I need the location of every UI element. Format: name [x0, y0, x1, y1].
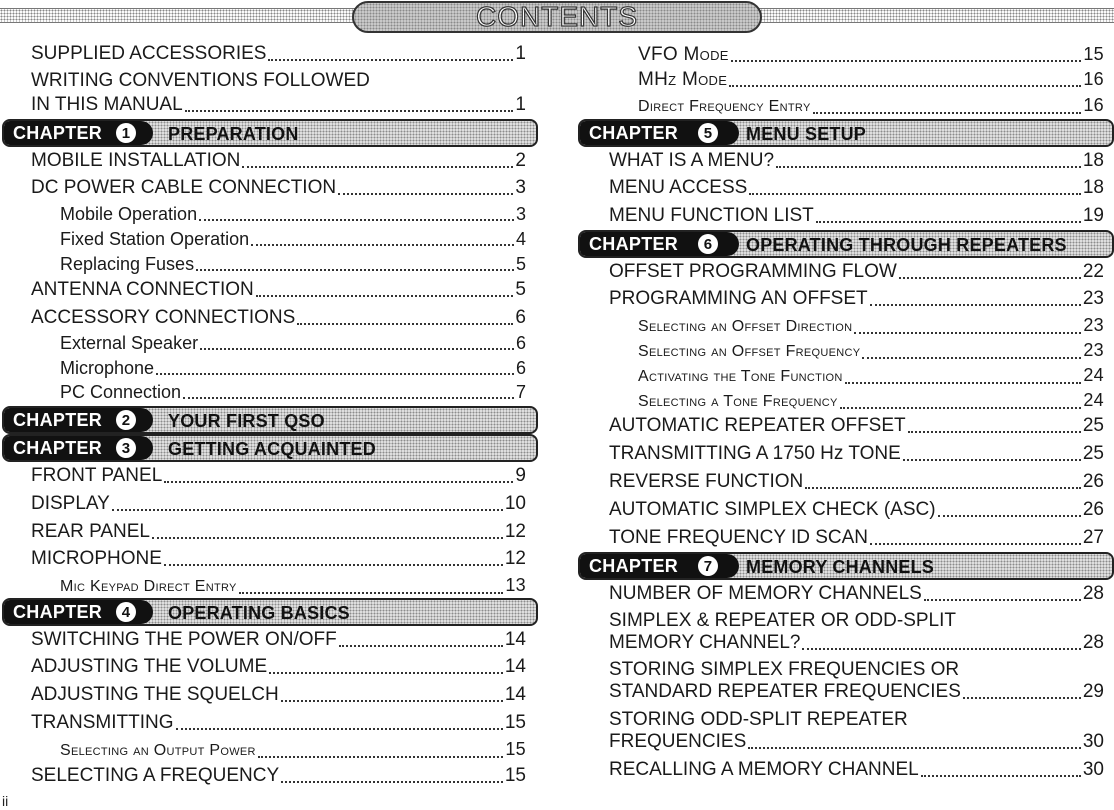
toc-entry-storing-simplex-line1[interactable]: STORING SIMPLEX FREQUENCIES OR [609, 659, 960, 680]
toc-entry-menu-access[interactable]: MENU ACCESS 18 [609, 177, 1104, 198]
toc-entry-transmitting-1750[interactable]: TRANSMITTING A 1750 Hz TONE 25 [609, 443, 1104, 464]
chapter-number-badge: 6 [698, 234, 718, 254]
chapter-1-banner[interactable] [2, 119, 538, 147]
chapter-title: MEMORY CHANNELS [746, 557, 935, 577]
header-rule-right [754, 8, 1114, 23]
toc-entry-external-speaker[interactable]: External Speaker 6 [60, 333, 526, 353]
contents-header [0, 0, 1114, 36]
toc-entry-simplex-repeater-line1[interactable]: SIMPLEX & REPEATER OR ODD-SPLIT [609, 610, 957, 631]
chapter-tag: CHAPTER 2 [4, 408, 153, 432]
page-number: ii [2, 793, 9, 809]
chapter-tag: CHAPTER 1 [4, 121, 153, 145]
chapter-title: YOUR FIRST QSO [168, 411, 325, 431]
toc-entry-pc-connection[interactable]: PC Connection 7 [60, 382, 526, 402]
chapter-5-banner[interactable] [578, 119, 1114, 147]
toc-entry-tone-frequency-id-scan[interactable]: TONE FREQUENCY ID SCAN 27 [609, 527, 1104, 548]
chapter-3-banner[interactable] [2, 434, 538, 462]
toc-entry-offset-frequency[interactable]: Selecting an Offset Frequency 23 [638, 340, 1104, 360]
toc-entry-writing-conventions[interactable]: IN THIS MANUAL 1 [31, 94, 526, 115]
toc-entry-replacing-fuses[interactable]: Replacing Fuses 5 [60, 254, 526, 274]
toc-entry-accessory-connections[interactable]: ACCESSORY CONNECTIONS 6 [31, 307, 526, 328]
toc-entry-mobile-installation[interactable]: MOBILE INSTALLATION 2 [31, 150, 526, 171]
toc-entry-storing-odd-split[interactable]: FREQUENCIES 30 [609, 731, 1104, 752]
contents-title-banner [352, 1, 762, 33]
chapter-number-badge: 1 [116, 123, 136, 143]
toc-entry-activating-tone[interactable]: Activating the Tone Function 24 [638, 365, 1104, 385]
toc-entry-vfo-mode[interactable]: VFO Mode 15 [638, 44, 1104, 65]
chapter-number-badge: 7 [698, 556, 718, 576]
toc-entry-automatic-repeater-offset[interactable]: AUTOMATIC REPEATER OFFSET 25 [609, 415, 1104, 436]
chapter-tag: CHAPTER 4 [4, 600, 153, 624]
toc-entry-adjusting-volume[interactable]: ADJUSTING THE VOLUME 14 [31, 656, 526, 677]
toc-entry-storing-odd-split-line1[interactable]: STORING ODD-SPLIT REPEATER [609, 709, 908, 730]
toc-entry-storing-simplex[interactable]: STANDARD REPEATER FREQUENCIES 29 [609, 681, 1104, 702]
toc-entry-menu-function-list[interactable]: MENU FUNCTION LIST 19 [609, 205, 1104, 226]
chapter-tag: CHAPTER 5 [580, 121, 739, 145]
toc-entry-power-on-off[interactable]: SWITCHING THE POWER ON/OFF 14 [31, 629, 526, 650]
toc-entry-asc[interactable]: AUTOMATIC SIMPLEX CHECK (ASC) 26 [609, 499, 1104, 520]
chapter-tag: CHAPTER 3 [4, 436, 153, 460]
toc-entry-microphone-sub[interactable]: Microphone 6 [60, 358, 526, 378]
toc-entry-adjusting-squelch[interactable]: ADJUSTING THE SQUELCH 14 [31, 684, 526, 705]
chapter-number-badge: 4 [116, 602, 136, 622]
toc-entry-recalling-memory-channel[interactable]: RECALLING A MEMORY CHANNEL 30 [609, 759, 1104, 780]
header-rule-left [0, 8, 362, 23]
chapter-tag: CHAPTER 7 [580, 554, 739, 578]
toc-entry-selecting-output-power[interactable]: Selecting an Output Power 15 [60, 739, 526, 759]
toc-entry-offset-direction[interactable]: Selecting an Offset Direction 23 [638, 315, 1104, 335]
chapter-number-badge: 2 [116, 410, 136, 430]
toc-entry-what-is-menu[interactable]: WHAT IS A MENU? 18 [609, 150, 1104, 171]
chapter-title: PREPARATION [168, 124, 299, 144]
toc-entry-microphone[interactable]: MICROPHONE 12 [31, 548, 526, 569]
toc-entry-reverse-function[interactable]: REVERSE FUNCTION 26 [609, 471, 1104, 492]
toc-entry-selecting-tone-frequency[interactable]: Selecting a Tone Frequency 24 [638, 390, 1104, 410]
toc-entry-number-of-memory-channels[interactable]: NUMBER OF MEMORY CHANNELS 28 [609, 583, 1104, 604]
toc-entry-dc-power-cable[interactable]: DC POWER CABLE CONNECTION 3 [31, 177, 526, 198]
chapter-title: OPERATING BASICS [168, 603, 350, 623]
toc-entry-mobile-operation[interactable]: Mobile Operation 3 [60, 204, 526, 224]
toc-entry-writing-conventions-line1[interactable]: WRITING CONVENTIONS FOLLOWED [31, 70, 370, 91]
toc-entry-transmitting[interactable]: TRANSMITTING 15 [31, 712, 526, 733]
chapter-tag: CHAPTER 6 [580, 232, 739, 256]
toc-entry-antenna-connection[interactable]: ANTENNA CONNECTION 5 [31, 279, 526, 300]
chapter-2-banner[interactable] [2, 406, 538, 434]
toc-entry-simplex-repeater[interactable]: MEMORY CHANNEL? 28 [609, 632, 1104, 653]
toc-entry-rear-panel[interactable]: REAR PANEL 12 [31, 521, 526, 542]
toc-entry-front-panel[interactable]: FRONT PANEL 9 [31, 465, 526, 486]
toc-entry-mhz-mode[interactable]: MHz Mode 16 [638, 69, 1104, 90]
chapter-title: GETTING ACQUAINTED [168, 439, 376, 459]
chapter-7-banner[interactable] [578, 552, 1114, 580]
toc-entry-programming-offset[interactable]: PROGRAMMING AN OFFSET 23 [609, 288, 1104, 309]
toc-entry-direct-frequency-entry[interactable]: Direct Frequency Entry 16 [638, 95, 1104, 115]
toc-entry-display[interactable]: DISPLAY 10 [31, 493, 526, 514]
chapter-number-badge: 5 [698, 123, 718, 143]
toc-entry-fixed-station-operation[interactable]: Fixed Station Operation 4 [60, 229, 526, 249]
chapter-title: MENU SETUP [746, 124, 867, 144]
toc-entry-offset-programming-flow[interactable]: OFFSET PROGRAMMING FLOW 22 [609, 261, 1104, 282]
chapter-title: OPERATING THROUGH REPEATERS [746, 235, 1067, 255]
toc-entry-supplied-accessories[interactable]: SUPPLIED ACCESSORIES 1 [31, 43, 526, 64]
chapter-number-badge: 3 [116, 438, 136, 458]
toc-entry-selecting-frequency[interactable]: SELECTING A FREQUENCY 15 [31, 765, 526, 786]
chapter-4-banner[interactable] [2, 598, 538, 626]
contents-title: CONTENTS [476, 1, 638, 32]
toc-entry-mic-keypad-direct-entry[interactable]: Mic Keypad Direct Entry 13 [60, 575, 526, 595]
chapter-6-banner[interactable] [578, 230, 1114, 258]
